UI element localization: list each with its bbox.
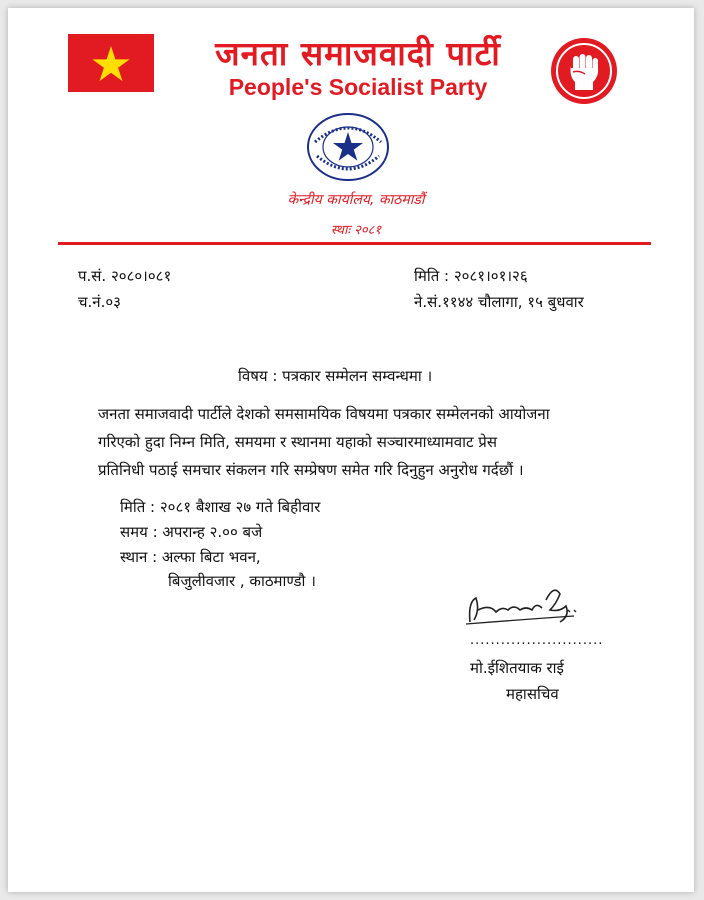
event-date: मिति : २०८१ बैशाख २७ गते बिहीवार [120,498,321,516]
signature-line: .......................... [470,633,604,648]
letter-date: मिति : २०८१।०१।२६ [414,267,528,285]
office-location: केन्द्रीय कार्यालय, काठमाडौं [287,192,425,208]
handwritten-signature [456,580,586,634]
letter-number: प.सं. २०८०।०८१ [78,267,172,285]
raised-fist-icon [549,36,619,106]
body-line: जनता समाजवादी पार्टीले देशको समसामयिक विषयमा पत्रकार सम्मेलनको आयोजना [98,405,550,423]
event-venue-line2: बिजुलीवजार , काठमाण्डौ । [168,572,316,590]
body-line: गरिएको हुदा निम्न मिति, समयमा र स्थानमा यहाको सञ्चारमाध्यामवाट प्रेस [98,433,497,451]
party-name-nepali: जनता समाजवादी पार्टी [215,34,501,73]
letter-page [8,8,694,892]
dispatch-number: च.नं.०३ [78,293,121,311]
party-name-english: People's Socialist Party [228,74,488,100]
nepal-sambat-date: ने.सं.११४४ चौलागा, १५ बुधवार [414,293,584,311]
signer-name: मो.ईशितयाक राई [470,659,564,677]
body-line: प्रतिनिधी पठाई समचार संकलन गरि सम्प्रेषण समेत गरि दिनुहुन अनुरोध गर्दछौं । [98,461,524,479]
header-divider [58,242,651,245]
signer-designation: महासचिव [506,685,559,703]
event-time: समय : अपरान्ह २.०० बजे [120,523,263,541]
event-venue: स्थान : अल्फा बिटा भवन, [120,548,261,566]
established-year: स्थाः २०८१ [330,223,382,238]
letter-subject: विषय : पत्रकार सम्मेलन सम्वन्धमा । [238,367,433,385]
party-flag-icon [68,34,154,92]
party-seal-icon [305,112,391,182]
